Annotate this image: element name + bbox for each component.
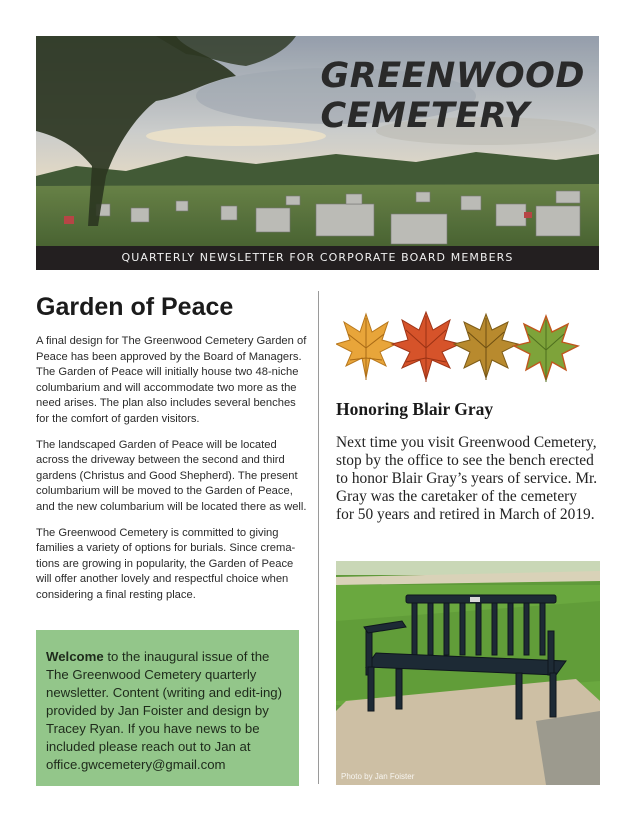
honoring-heading: Honoring Blair Gray: [336, 399, 494, 419]
title-line-1: GREENWOOD: [320, 56, 585, 96]
article-paragraph-2: The landscaped Garden of Peace will be located across the driveway between the second and third gardens (Christus and Good Shepherd). The present columbarium will be moved to the Garden of Peace, and the new columbarium will be located there as well.: [36, 438, 307, 513]
olive-leaf-icon: [454, 314, 518, 380]
newsletter-title: [321, 56, 585, 136]
bench-photo: [336, 561, 600, 785]
green-leaf-icon: [514, 316, 578, 382]
honoring-body: Next time you visit Greenwood Cemetery, stop by the office to see the bench erected to honor Blair Gray’s years of service. Mr. Gray was the caretaker of the cemetery for 50 years and retired in March of 2019.: [336, 434, 598, 523]
garden-of-peace-article: [36, 292, 308, 614]
welcome-body: to the inaugural issue of the The Greenwood Cemetery quarterly newsletter. Content (writing and edit-ing) provided by Jan Foister and design by Tracey Ryan. If you have news to be included please reach out to Jan at office.gwcemetery@gmail.com: [46, 649, 283, 772]
red-leaf-icon: [392, 312, 460, 382]
article-paragraph-1: A final design for The Greenwood Cemetery Garden of Peace has been approved by the Board of Managers. The Garden of Peace will initially house two 48-niche columbarium and will accommodate two more as the need arises. The plan also includes several benches for the comfort of garden visitors.: [36, 335, 307, 425]
article-paragraph-3: The Greenwood Cemetery is committed to giving families a variety of options for burials. Since crema-tions are growing in popularity, the Garden of Peace will offer another lovely and respectful choice when considering a final resting place.: [36, 526, 296, 601]
article-heading: Garden of Peace: [36, 293, 234, 321]
column-divider: [318, 291, 319, 784]
welcome-box: [36, 630, 299, 786]
autumn-leaves-illustration: [336, 308, 580, 384]
welcome-lead: Welcome: [46, 649, 104, 664]
honoring-article: [336, 398, 598, 524]
masthead: [36, 36, 599, 270]
photo-credit: Photo by Jan Foister: [341, 772, 415, 781]
title-line-2: CEMETERY: [320, 96, 530, 136]
memorial-bench-image: [336, 561, 600, 785]
newsletter-banner: QUARTERLY NEWSLETTER FOR CORPORATE BOARD MEMBERS: [36, 246, 599, 270]
yellow-leaf-icon: [336, 314, 396, 380]
